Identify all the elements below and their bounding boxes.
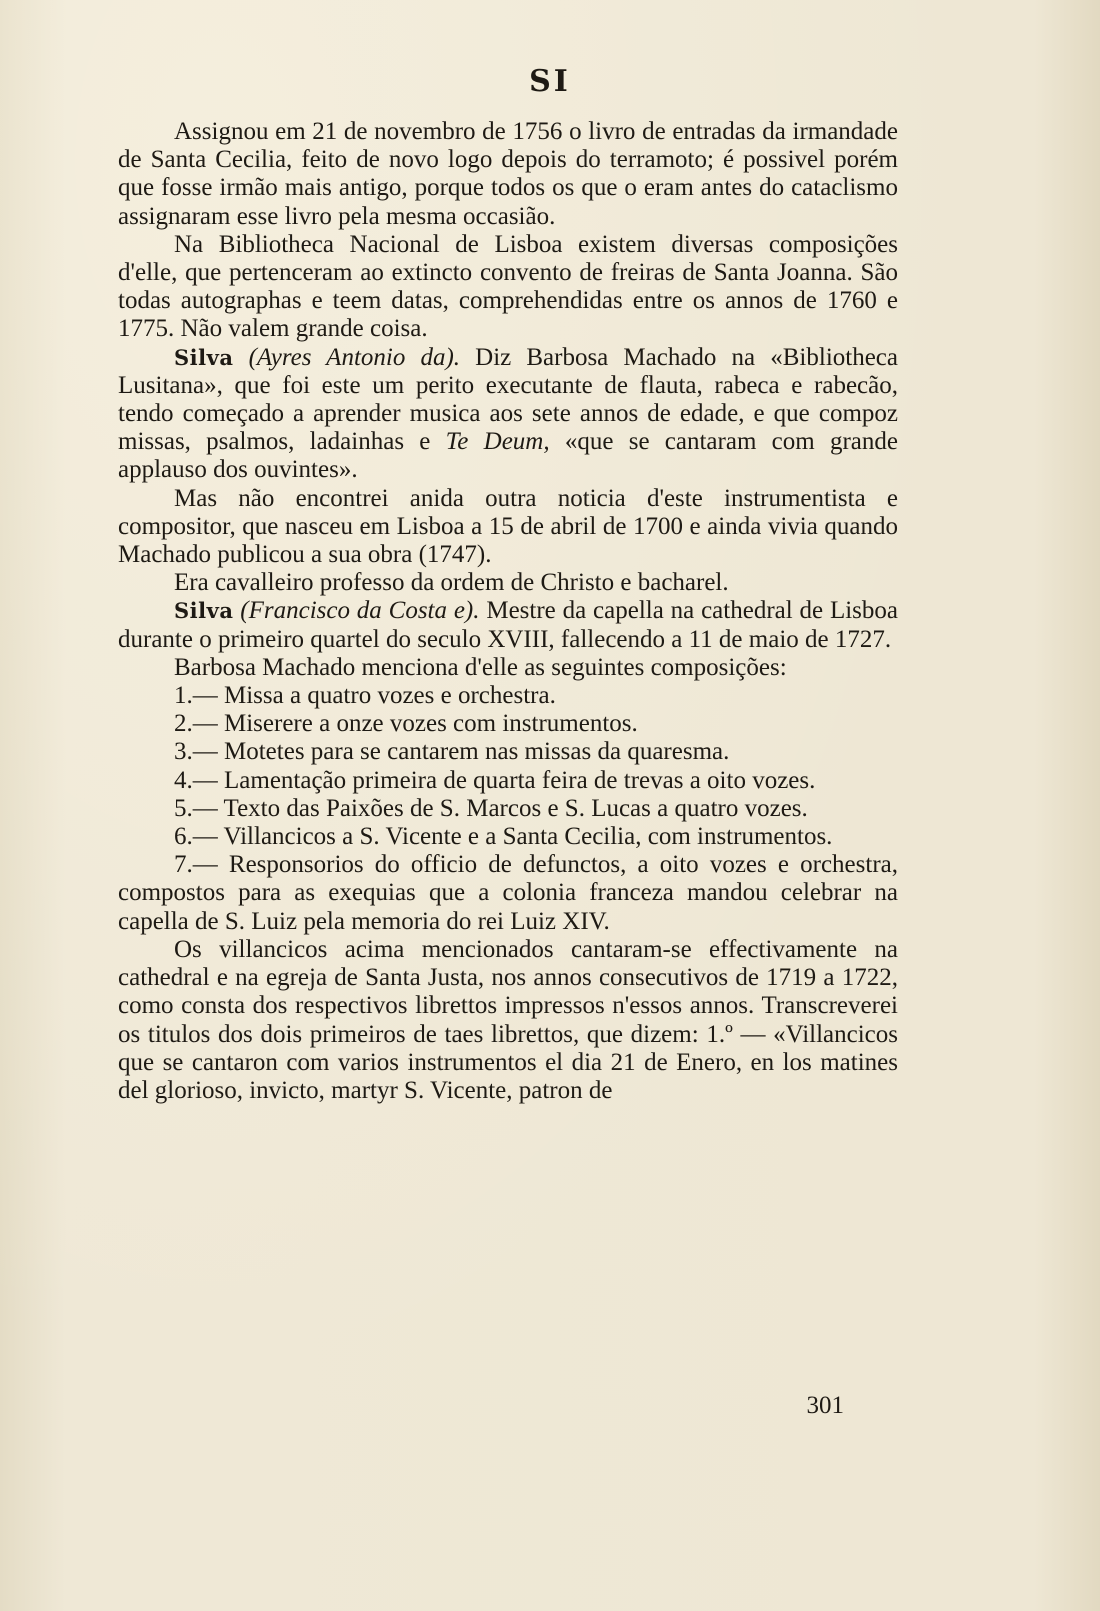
list-item: 5.— Texto das Paixões de S. Marcos e S. Lucas a quatro vozes.	[174, 794, 808, 822]
entry-heading: Silva	[174, 598, 234, 624]
paragraph: Era cavalleiro professo da ordem de Christo e bacharel.	[174, 569, 729, 597]
entry-ayres-antonio	[118, 344, 898, 485]
paragraph: Os villancicos acima mencionados cantaram-se effectivamente na cathedral e na egreja de Santa Justa, nos annos consecutivos de 1719 a 1722, como consta dos respectivos librettos impressos n'essos annos. Transcreverei os titulos dos dois primeiros de taes librettos, que dizem: 1.º — «Villancicos que se cantaron com varios instrumentos el dia 21 de Enero, en los matines del glorioso, invicto, martyr S. Vicente, patron de	[118, 935, 898, 1104]
entry-name: (Ayres Antonio da).	[248, 343, 461, 371]
entry-heading: Silva	[174, 344, 234, 370]
entry-text: Mestre da capella na cathedral de Lisboa durante o primeiro quartel do seculo XVIII, fallecendo a 11 de maio de 1727.	[118, 597, 899, 653]
paragraph: Barbosa Machado menciona d'elle as seguintes composições:	[174, 653, 787, 681]
body-text	[118, 118, 898, 1105]
list-item: 3.— Motetes para se cantarem nas missas da quaresma.	[174, 738, 730, 766]
running-header: SI	[529, 64, 571, 99]
list-item: 2.— Miserere a onze vozes com instrumentos.	[174, 710, 638, 738]
entry-text: Diz Barbosa Machado na «Bibliotheca Lusitana», que foi este um perito executante de flauta, rabeca e rabecão, tendo começado a aprender musica aos sete annos de edade, e que compoz missas, psalmos, ladainhas e	[118, 343, 898, 456]
paragraph: Mas não encontrei anida outra noticia d'este instrumentista e compositor, que nasceu em Lisboa a 15 de abril de 1700 e ainda vivia quando Machado publicou a sua obra (1747).	[118, 484, 898, 569]
work-title: Te Deum,	[445, 428, 550, 456]
list-item: 7.— Responsorios do officio de defunctos, a oito vozes e orchestra, compostos para as exequias que a colonia franceza mandou celebrar na capella de S. Luiz pela memoria do rei Luiz XIV.	[118, 851, 898, 935]
entry-name: (Francisco da Costa e).	[240, 597, 480, 625]
list-item: 4.— Lamentação primeira de quarta feira de trevas a oito vozes.	[174, 766, 816, 794]
paragraph: Na Bibliotheca Nacional de Lisboa existem diversas composições d'elle, que pertenceram ao extincto convento de freiras de Santa Joanna. São todas autographas e teem datas, comprehendidas entre os annos de 1760 e 1775. Não valem grande coisa.	[118, 230, 898, 343]
paragraph: Assignou em 21 de novembro de 1756 o livro de entradas da irmandade de Santa Cecilia, feito de novo logo depois do terramoto; é possivel porém que fosse irmão mais antigo, porque todos os que o eram antes do cataclismo assignaram esse livro pela mesma occasião.	[118, 118, 898, 230]
list-item: 6.— Villancicos a S. Vicente e a Santa Cecilia, com instrumentos.	[174, 823, 833, 851]
page-number: 301	[806, 1392, 844, 1419]
entry-text: «que se cantaram com grande applauso dos ouvintes».	[118, 428, 898, 484]
list-item: 1.— Missa a quatro vozes e orchestra.	[174, 682, 556, 710]
entry-francisco-costa	[118, 597, 898, 653]
